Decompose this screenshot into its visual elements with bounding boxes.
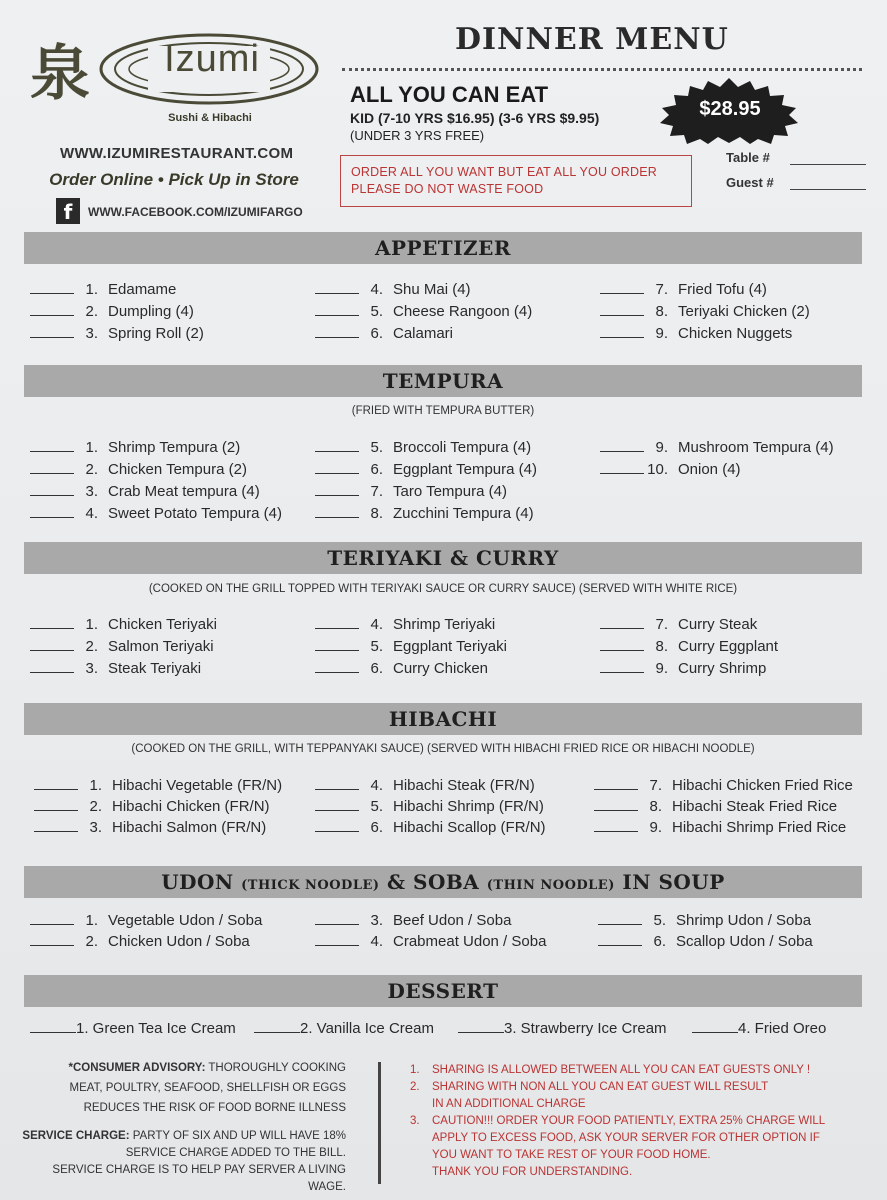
item-number: 9.	[655, 439, 668, 456]
quantity-blank[interactable]	[315, 616, 359, 629]
item-number: 2.	[85, 638, 98, 655]
quantity-blank[interactable]	[34, 798, 78, 811]
dessert-label: 3. Strawberry Ice Cream	[504, 1020, 667, 1037]
item-number: 9.	[649, 819, 662, 836]
hibachi-note: (COOKED ON THE GRILL, WITH TEPPANYAKI SAUCE) (SERVED WITH HIBACHI FRIED RICE OR HIBACHI NOODLE)	[131, 743, 755, 755]
item-name: Zucchini Tempura (4)	[393, 505, 534, 522]
rule-number: 3.	[410, 1115, 420, 1127]
quantity-blank[interactable]	[600, 660, 644, 673]
menu-item[interactable]	[30, 660, 201, 677]
rule-1: SHARING IS ALLOWED BETWEEN ALL YOU CAN EAT GUESTS ONLY !	[432, 1064, 811, 1076]
section-title: TERIYAKI & CURRY	[327, 546, 559, 570]
item-name: Hibachi Shrimp Fried Rice	[672, 819, 847, 836]
quantity-blank[interactable]	[30, 281, 74, 294]
item-name: Scallop Udon / Soba	[676, 933, 813, 950]
item-name: Shrimp Teriyaki	[393, 616, 496, 633]
menu-item[interactable]	[598, 933, 813, 950]
menu-item[interactable]	[30, 616, 217, 633]
item-number: 2.	[85, 933, 98, 950]
udon-title: UDON	[161, 870, 242, 894]
item-name: Hibachi Salmon (FR/N)	[112, 819, 267, 836]
item-number: 1.	[85, 912, 98, 929]
menu-item[interactable]	[315, 798, 544, 815]
item-number: 5.	[370, 303, 383, 320]
menu-item[interactable]	[600, 325, 792, 342]
menu-item[interactable]	[600, 616, 757, 633]
item-number: 3.	[89, 819, 102, 836]
quantity-blank[interactable]	[315, 777, 359, 790]
menu-item[interactable]	[315, 461, 537, 478]
item-name: Curry Shrimp	[678, 660, 767, 677]
item-number: 3.	[85, 325, 98, 342]
rule-number: 1.	[410, 1064, 420, 1076]
advisory-line-3: REDUCES THE RISK OF FOOD BORNE ILLNESS	[83, 1102, 346, 1114]
guest-number-label: Guest #	[726, 175, 774, 190]
guest-number-field[interactable]	[790, 189, 866, 190]
item-number: 3.	[370, 912, 383, 929]
page-title: DINNER MENU	[455, 22, 729, 57]
item-name: Salmon Teriyaki	[108, 638, 214, 655]
kid-prices: (7-10 YRS $16.95) (3-6 YRS $9.95)	[378, 110, 600, 126]
logo-subtitle: Sushi & Hibachi	[168, 112, 252, 124]
quantity-blank[interactable]	[315, 483, 359, 496]
dotted-divider	[342, 68, 862, 71]
dessert-item[interactable]	[458, 1020, 667, 1037]
quantity-blank[interactable]	[600, 616, 644, 629]
item-number: 8.	[655, 638, 668, 655]
dessert-label: 1. Green Tea Ice Cream	[76, 1020, 236, 1037]
section-udon-soba	[24, 866, 862, 898]
item-name: Edamame	[108, 281, 177, 298]
item-number: 8.	[370, 505, 383, 522]
item-name: Eggplant Teriyaki	[393, 638, 507, 655]
item-name: Mushroom Tempura (4)	[678, 439, 834, 456]
item-name: Calamari	[393, 325, 454, 342]
item-number: 4.	[85, 505, 98, 522]
menu-item[interactable]	[315, 819, 546, 836]
item-number: 1.	[85, 281, 98, 298]
quantity-blank[interactable]	[30, 638, 74, 651]
quantity-blank[interactable]	[30, 660, 74, 673]
menu-item[interactable]	[315, 912, 511, 929]
quantity-blank[interactable]	[315, 461, 359, 474]
advisory-line-2: MEAT, POULTRY, SEAFOOD, SHELLFISH OR EGGS	[69, 1082, 346, 1094]
service-line-1: PARTY OF SIX AND UP WILL HAVE 18%	[129, 1130, 346, 1142]
website-link[interactable]: WWW.IZUMIRESTAURANT.COM	[60, 145, 294, 162]
notice-line-1: ORDER ALL YOU WANT BUT EAT ALL YOU ORDER	[351, 165, 658, 179]
menu-item[interactable]	[598, 912, 811, 929]
quantity-blank[interactable]	[594, 777, 638, 790]
consumer-advisory	[30, 1058, 346, 1118]
item-number: 9.	[655, 325, 668, 342]
quantity-blank[interactable]	[34, 819, 78, 832]
menu-item[interactable]	[30, 461, 247, 478]
menu-item[interactable]	[30, 483, 260, 500]
menu-item[interactable]	[315, 281, 471, 298]
item-number: 3.	[85, 660, 98, 677]
quantity-blank[interactable]	[315, 798, 359, 811]
item-name: Crabmeat Udon / Soba	[393, 933, 547, 950]
section-title: APPETIZER	[374, 236, 512, 260]
dessert-item[interactable]	[692, 1020, 826, 1037]
menu-item[interactable]	[30, 505, 282, 522]
item-name: Curry Eggplant	[678, 638, 779, 655]
facebook-icon[interactable]: f	[56, 198, 80, 224]
quantity-blank[interactable]	[600, 439, 644, 452]
item-number: 2.	[89, 798, 102, 815]
item-name: Hibachi Shrimp (FR/N)	[393, 798, 544, 815]
item-number: 5.	[370, 638, 383, 655]
item-name: Vegetable Udon / Soba	[108, 912, 263, 929]
item-number: 6.	[370, 660, 383, 677]
menu-item[interactable]	[30, 638, 214, 655]
item-number: 5.	[370, 439, 383, 456]
item-name: Cheese Rangoon (4)	[393, 303, 533, 320]
item-name: Spring Roll (2)	[108, 325, 204, 342]
item-number: 1.	[85, 616, 98, 633]
menu-item[interactable]	[594, 777, 853, 794]
item-name: Eggplant Tempura (4)	[393, 461, 537, 478]
advisory-line-1: THOROUGHLY COOKING	[205, 1062, 346, 1074]
item-number: 5.	[653, 912, 666, 929]
item-name: Broccoli Tempura (4)	[393, 439, 532, 456]
facebook-link[interactable]: WWW.FACEBOOK.COM/IZUMIFARGO	[88, 205, 303, 219]
menu-item[interactable]	[34, 777, 282, 794]
item-name: Chicken Tempura (2)	[108, 461, 247, 478]
menu-item[interactable]	[30, 303, 194, 320]
menu-item[interactable]	[594, 798, 837, 815]
rule-3b: APPLY TO EXCESS FOOD, ASK YOUR SERVER FOR OTHER OPTION IF	[432, 1132, 820, 1144]
section-dessert	[24, 975, 862, 1007]
item-name: Beef Udon / Soba	[393, 912, 512, 929]
section-title: TEMPURA	[382, 369, 504, 393]
quantity-blank[interactable]	[30, 303, 74, 316]
all-you-can-eat-heading: ALL YOU CAN EAT	[350, 82, 549, 107]
quantity-blank[interactable]	[600, 281, 644, 294]
dessert-item[interactable]	[30, 1020, 236, 1037]
item-name: Hibachi Chicken (FR/N)	[112, 798, 270, 815]
item-name: Hibachi Scallop (FR/N)	[393, 819, 546, 836]
teriyaki-note: (COOKED ON THE GRILL TOPPED WITH TERIYAKI SAUCE OR CURRY SAUCE) (SERVED WITH WHITE RICE)	[148, 583, 738, 595]
menu-item[interactable]	[315, 505, 534, 522]
quantity-blank[interactable]	[30, 505, 74, 518]
menu-item[interactable]	[34, 819, 266, 836]
quantity-blank[interactable]	[254, 1020, 300, 1033]
menu-item[interactable]	[315, 303, 532, 320]
quantity-blank[interactable]	[30, 616, 74, 629]
item-name: Onion (4)	[678, 461, 741, 478]
menu-item[interactable]	[34, 798, 270, 815]
quantity-blank[interactable]	[600, 461, 644, 474]
quantity-blank[interactable]	[315, 325, 359, 338]
item-name: Chicken Udon / Soba	[108, 933, 250, 950]
quantity-blank[interactable]	[30, 461, 74, 474]
rule-3a: CAUTION!!! ORDER YOUR FOOD PATIENTLY, EXTRA 25% CHARGE WILL	[432, 1115, 826, 1127]
item-number: 2.	[85, 461, 98, 478]
menu-item[interactable]	[600, 281, 767, 298]
item-name: Dumpling (4)	[108, 303, 194, 320]
quantity-blank[interactable]	[594, 819, 638, 832]
item-name: Shrimp Udon / Soba	[676, 912, 812, 929]
quantity-blank[interactable]	[315, 505, 359, 518]
item-number: 1.	[85, 439, 98, 456]
order-online-text: Order Online • Pick Up in Store	[49, 170, 299, 189]
service-line-3: SERVICE CHARGE IS TO HELP PAY SERVER A LIVING WAGE.	[52, 1164, 346, 1193]
item-name: Sweet Potato Tempura (4)	[108, 505, 282, 522]
item-name: Fried Tofu (4)	[678, 281, 767, 298]
quantity-blank[interactable]	[598, 933, 642, 946]
quantity-blank[interactable]	[600, 303, 644, 316]
advisory-label: *CONSUMER ADVISORY:	[68, 1062, 206, 1074]
item-number: 7.	[649, 777, 662, 794]
menu-item[interactable]	[30, 281, 176, 298]
service-line-2: SERVICE CHARGE ADDED TO THE BILL.	[125, 1147, 346, 1159]
item-name: Hibachi Steak (FR/N)	[393, 777, 535, 794]
menu-item[interactable]	[315, 933, 546, 950]
logo-kanji: 泉	[30, 39, 90, 109]
quantity-blank[interactable]	[692, 1020, 738, 1033]
item-number: 1.	[89, 777, 102, 794]
quantity-blank[interactable]	[30, 912, 74, 925]
price: $28.95	[699, 98, 761, 120]
rule-3c: YOU WANT TO TAKE REST OF YOUR FOOD HOME.	[432, 1149, 711, 1161]
item-name: Hibachi Chicken Fried Rice	[672, 777, 853, 794]
menu-item[interactable]	[315, 638, 507, 655]
item-name: Hibachi Vegetable (FR/N)	[112, 777, 283, 794]
menu-item[interactable]	[30, 912, 262, 929]
tempura-note: (FRIED WITH TEMPURA BUTTER)	[351, 405, 535, 417]
menu-item[interactable]	[30, 933, 250, 950]
section-tempura	[24, 365, 862, 397]
service-charge	[18, 1128, 346, 1196]
item-number: 7.	[655, 281, 668, 298]
section-hibachi	[24, 703, 862, 735]
section-teriyaki-curry	[24, 542, 862, 574]
item-number: 4.	[370, 616, 383, 633]
footer-divider	[378, 1062, 381, 1184]
item-number: 5.	[370, 798, 383, 815]
menu-item[interactable]	[600, 303, 810, 320]
quantity-blank[interactable]	[30, 439, 74, 452]
menu-item[interactable]	[315, 660, 488, 677]
section-title: HIBACHI	[388, 707, 498, 731]
service-label: SERVICE CHARGE:	[22, 1130, 130, 1142]
quantity-blank[interactable]	[458, 1020, 504, 1033]
quantity-blank[interactable]	[30, 1020, 76, 1033]
under3-pricing: (UNDER 3 YRS FREE)	[350, 128, 485, 143]
quantity-blank[interactable]	[34, 777, 78, 790]
quantity-blank[interactable]	[315, 912, 359, 925]
menu-item[interactable]	[600, 638, 778, 655]
menu-item[interactable]	[30, 325, 204, 342]
in-soup-title: IN SOUP	[614, 870, 725, 894]
quantity-blank[interactable]	[315, 303, 359, 316]
menu-item[interactable]	[315, 616, 495, 633]
item-number: 6.	[370, 819, 383, 836]
quantity-blank[interactable]	[315, 638, 359, 651]
kid-label: KID	[350, 110, 375, 126]
item-number: 10.	[647, 461, 668, 478]
menu-item[interactable]	[315, 777, 535, 794]
item-number: 9.	[655, 660, 668, 677]
section-title	[161, 870, 725, 894]
item-number: 7.	[655, 616, 668, 633]
menu-item[interactable]	[600, 439, 834, 456]
menu-item[interactable]	[600, 660, 766, 677]
quantity-blank[interactable]	[30, 483, 74, 496]
item-name: Curry Steak	[678, 616, 758, 633]
dessert-label: 2. Vanilla Ice Cream	[300, 1020, 434, 1037]
waste-notice	[340, 155, 692, 207]
item-number: 4.	[370, 281, 383, 298]
item-name: Curry Chicken	[393, 660, 489, 677]
kid-pricing	[350, 110, 599, 126]
item-number: 3.	[85, 483, 98, 500]
menu-item[interactable]	[315, 325, 453, 342]
item-number: 6.	[370, 461, 383, 478]
menu-item[interactable]	[600, 461, 741, 478]
quantity-blank[interactable]	[600, 638, 644, 651]
item-number: 6.	[653, 933, 666, 950]
quantity-blank[interactable]	[598, 912, 642, 925]
quantity-blank[interactable]	[315, 819, 359, 832]
dessert-item[interactable]	[254, 1020, 434, 1037]
quantity-blank[interactable]	[30, 325, 74, 338]
quantity-blank[interactable]	[30, 933, 74, 946]
rule-number: 2.	[410, 1081, 420, 1093]
item-name: Teriyaki Chicken (2)	[678, 303, 810, 320]
rule-2a: SHARING WITH NON ALL YOU CAN EAT GUEST WILL RESULT	[432, 1081, 769, 1093]
item-name: Hibachi Steak Fried Rice	[672, 798, 838, 815]
item-name: Steak Teriyaki	[108, 660, 202, 677]
item-number: 4.	[370, 777, 383, 794]
item-name: Shrimp Tempura (2)	[108, 439, 241, 456]
quantity-blank[interactable]	[315, 933, 359, 946]
menu-item[interactable]	[315, 483, 507, 500]
quantity-blank[interactable]	[315, 281, 359, 294]
notice-line-2: PLEASE DO NOT WASTE FOOD	[351, 182, 544, 196]
item-name: Crab Meat tempura (4)	[108, 483, 260, 500]
quantity-blank[interactable]	[315, 660, 359, 673]
quantity-blank[interactable]	[594, 798, 638, 811]
table-number-label: Table #	[726, 150, 770, 165]
item-number: 8.	[649, 798, 662, 815]
section-title: DESSERT	[387, 979, 499, 1003]
rule-2b: IN AN ADDITIONAL CHARGE	[432, 1098, 586, 1110]
item-name: Shu Mai (4)	[393, 281, 471, 298]
item-number: 4.	[370, 933, 383, 950]
item-number: 2.	[85, 303, 98, 320]
menu-item[interactable]	[30, 439, 240, 456]
table-number-field[interactable]	[790, 164, 866, 165]
item-name: Chicken Teriyaki	[108, 616, 217, 633]
quantity-blank[interactable]	[315, 439, 359, 452]
rule-3d: THANK YOU FOR UNDERSTANDING.	[432, 1166, 633, 1178]
logo-name: Izumi	[164, 38, 260, 80]
soba-subtitle: (THIN NOODLE)	[486, 878, 615, 893]
item-name: Taro Tempura (4)	[393, 483, 507, 500]
sharing-rules	[410, 1062, 880, 1181]
item-name: Chicken Nuggets	[678, 325, 793, 342]
soba-title: & SOBA	[379, 870, 487, 894]
menu-item[interactable]	[594, 819, 846, 836]
menu-item[interactable]	[315, 439, 531, 456]
item-number: 6.	[370, 325, 383, 342]
section-appetizer	[24, 232, 862, 264]
item-number: 8.	[655, 303, 668, 320]
quantity-blank[interactable]	[600, 325, 644, 338]
udon-subtitle: (THICK NOODLE)	[241, 878, 380, 893]
dessert-label: 4. Fried Oreo	[738, 1020, 827, 1037]
item-number: 7.	[370, 483, 383, 500]
